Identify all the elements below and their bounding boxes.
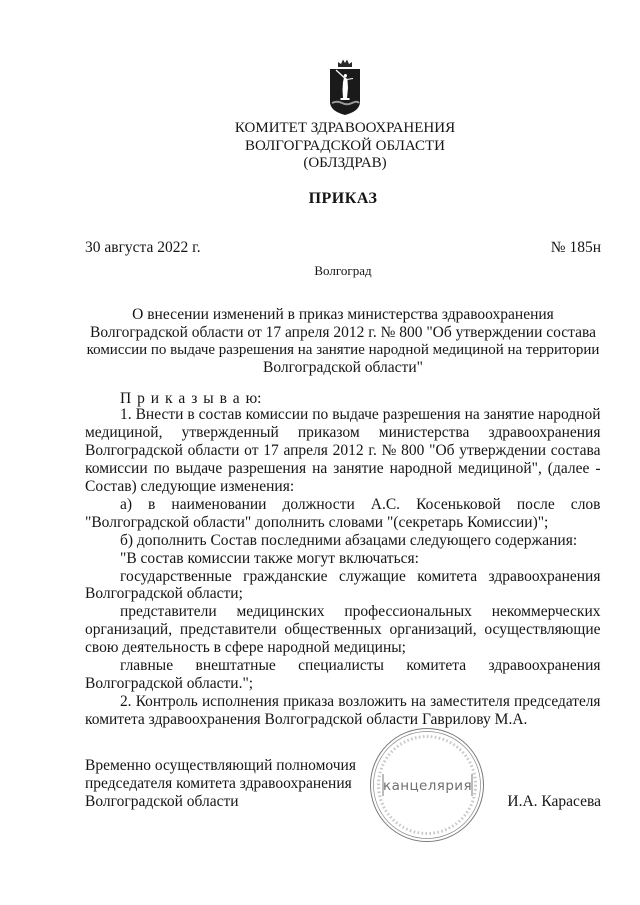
- body-line: "В состав комиссии также могут включаться:: [120, 549, 419, 567]
- body-line: представители медицинских профессиональных некоммерческих: [120, 603, 601, 621]
- title-line: Волгоградской области от 17 апреля 2012 г. № 800 "Об утверждении состава: [89, 323, 596, 341]
- body-line: Волгоградской области.";: [85, 675, 254, 693]
- body-line: главные внештатные специалисты комитета здравоохранения: [120, 657, 601, 675]
- coat-of-arms-icon: [329, 58, 361, 116]
- signatory-name: И.А. Карасева: [507, 793, 601, 810]
- signatory-position-line: Волгоградской области: [85, 793, 239, 810]
- signatory-position-line: председателя комитета здравоохранения: [85, 775, 352, 792]
- body-line: медициной, утвержденный приказом министерства здравоохранения: [85, 423, 601, 441]
- body-line: Состав) следующие изменения:: [85, 477, 295, 495]
- document-number: № 185н: [550, 239, 601, 256]
- body-line: свою деятельность в сфере народной медицины;: [85, 639, 406, 657]
- title-line: комиссии по выдаче разрешения на занятие народной медициной на территории: [86, 342, 600, 358]
- order-command: П р и к а з ы в а ю:: [120, 390, 262, 407]
- body-line: комиссии по выдаче разрешения на занятие народной медициной", (далее -: [85, 459, 601, 477]
- title-line: О внесении изменений в приказ министерства здравоохранения: [132, 306, 554, 323]
- body-line: Волгоградской области;: [85, 585, 243, 603]
- body-line: Волгоградской области от 17 апреля 2012 г. № 800 "Об утверждении состава: [85, 441, 601, 459]
- body-line: организаций, представители общественных организаций, осуществляющие: [85, 621, 601, 639]
- body-line: а) в наименовании должности А.С. Косеньковой после слов: [120, 495, 601, 513]
- body-line: 1. Внести в состав комиссии по выдаче разрешения на занятие народной: [120, 406, 601, 423]
- stamp-center-text: канцелярия: [383, 778, 472, 794]
- body-line: 2. Контроль исполнения приказа возложить на заместителя председателя: [120, 693, 601, 710]
- body-line: б) дополнить Состав последними абзацами следующего содержания:: [120, 531, 578, 549]
- body-line: комитета здравоохранения Волгоградской области Гаврилову М.А.: [85, 711, 528, 728]
- body-line: "Волгоградской области" дополнить словами "(секретарь Комиссии)";: [85, 513, 549, 531]
- signatory-position-line: Временно осуществляющий полномочия: [85, 757, 356, 774]
- org-name-line-2: ВОЛГОГРАДСКОЙ ОБЛАСТИ: [245, 138, 445, 154]
- org-abbreviation: (ОБЛЗДРАВ): [303, 155, 387, 171]
- document-type: ПРИКАЗ: [308, 190, 378, 207]
- document-date: 30 августа 2022 г.: [85, 239, 201, 256]
- body-line: государственные гражданские служащие комитета здравоохранения: [120, 567, 601, 585]
- round-stamp-icon: [367, 727, 487, 847]
- org-name-line-1: КОМИТЕТ ЗДРАВООХРАНЕНИЯ: [234, 120, 456, 136]
- title-line: Волгоградской области": [263, 358, 423, 376]
- document-city: Волгоград: [314, 263, 372, 278]
